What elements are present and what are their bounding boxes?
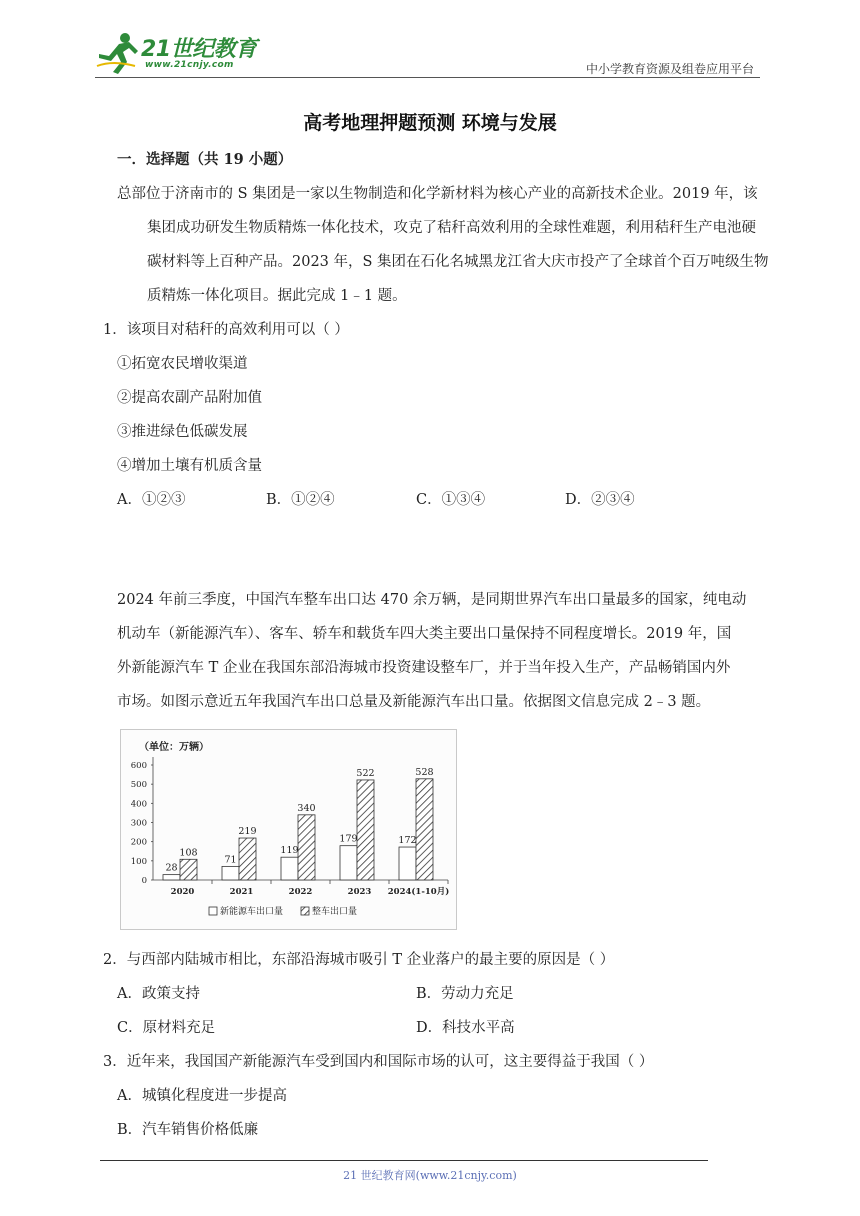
question-1-item-3: ③推进绿色低碳发展 — [117, 424, 248, 440]
chart-svg — [121, 730, 458, 931]
passage-2-line-2: 机动车（新能源汽车）、客车、轿车和载货车四大类主要出口量保持不同程度增长。2019 年，国 — [117, 626, 732, 642]
x-tick-label: 2024(1-10月) — [387, 887, 450, 897]
question-1-option-b[interactable]: B．①②④ — [266, 492, 335, 508]
y-tick-label: 100 — [130, 856, 147, 867]
bar-total — [357, 780, 374, 880]
passage-1-line-1: 总部位于济南市的 S 集团是一家以生物制造和化学新材料为核心产业的高新技术企业。2019 年，该 — [117, 186, 758, 202]
y-tick-label: 200 — [130, 837, 147, 848]
passage-2-line-4: 市场。如图示意近五年我国汽车出口总量及新能源汽车出口量。依据图文信息完成 2﹣3 题。 — [117, 694, 711, 710]
data-label-total: 528 — [415, 766, 434, 778]
bar-new-energy — [399, 847, 416, 880]
y-tick-label: 400 — [130, 799, 147, 810]
export-bar-chart — [120, 729, 457, 930]
question-1-stem: 1．该项目对秸秆的高效利用可以（ ） — [103, 322, 349, 338]
data-label-total: 522 — [356, 767, 375, 779]
bar-total — [298, 815, 315, 880]
legend-swatch-total — [301, 907, 309, 915]
section-heading: 一．选择题（共 19 小题） — [117, 151, 293, 168]
legend-label-new-energy: 新能源车出口量 — [220, 907, 284, 917]
data-label-total: 108 — [179, 847, 198, 859]
data-label-total: 219 — [238, 826, 257, 838]
passage-1-line-2: 集团成功研发生物质精炼一体化技术，攻克了秸秆高效利用的全球性难题，利用秸秆生产电池硬 — [147, 220, 756, 236]
legend-label-total: 整车出口量 — [312, 907, 358, 917]
y-tick-label: 500 — [130, 780, 147, 791]
footer-divider — [100, 1160, 708, 1161]
bar-total — [239, 838, 256, 880]
question-3-stem: 3．近年来，我国国产新能源汽车受到国内和国际市场的认可，这主要得益于我国（ ） — [103, 1054, 654, 1070]
question-1-item-2: ②提高农副产品附加值 — [117, 390, 262, 406]
question-1-item-1: ①拓宽农民增收渠道 — [117, 356, 248, 372]
chart-unit-label: （单位：万辆） — [139, 742, 209, 753]
logo-url: www.21cnjy.com — [145, 60, 234, 70]
bar-total — [416, 779, 433, 880]
passage-1-line-4: 质精炼一体化项目。据此完成 1﹣1 题。 — [147, 288, 407, 304]
data-label-new-energy: 119 — [280, 845, 299, 857]
x-tick-label: 2022 — [288, 887, 313, 897]
x-tick-label: 2023 — [347, 887, 372, 897]
question-3-option-a[interactable]: A．城镇化程度进一步提高 — [117, 1088, 287, 1104]
bar-new-energy — [340, 846, 357, 880]
header-platform-name: 中小学教育资源及组卷应用平台 — [585, 62, 754, 76]
passage-2-line-3: 外新能源汽车 T 企业在我国东部沿海城市投资建设整车厂，并于当年投入生产，产品畅销国内外 — [117, 660, 731, 676]
data-label-new-energy: 179 — [339, 833, 358, 845]
runner-logo-icon — [95, 30, 141, 76]
legend-swatch-new-energy — [209, 907, 217, 915]
data-label-new-energy: 71 — [224, 854, 237, 866]
question-2-option-c[interactable]: C．原材料充足 — [117, 1020, 216, 1036]
question-2-stem: 2．与西部内陆城市相比，东部沿海城市吸引 T 企业落户的最主要的原因是（ ） — [103, 952, 615, 968]
question-2-option-a[interactable]: A．政策支持 — [117, 986, 200, 1002]
question-1-option-a[interactable]: A．①②③ — [117, 492, 186, 508]
question-3-option-b[interactable]: B．汽车销售价格低廉 — [117, 1122, 259, 1138]
x-tick-label: 2021 — [229, 887, 254, 897]
page-title: 高考地理押题预测 环境与发展 — [303, 112, 557, 134]
question-2-option-d[interactable]: D．科技水平高 — [416, 1020, 515, 1036]
data-label-new-energy: 172 — [398, 835, 417, 847]
data-label-new-energy: 28 — [165, 862, 178, 874]
site-logo[interactable] — [95, 30, 265, 78]
footer-text[interactable]: 21 世纪教育网(www.21cnjy.com) — [343, 1169, 517, 1182]
data-label-total: 340 — [297, 802, 316, 814]
page-header — [95, 30, 760, 82]
x-tick-label: 2020 — [170, 887, 195, 897]
bar-new-energy — [222, 866, 239, 880]
y-tick-label: 600 — [130, 761, 147, 771]
question-1-option-d[interactable]: D．②③④ — [565, 492, 635, 508]
passage-2-line-1: 2024 年前三季度，中国汽车整车出口达 470 余万辆，是同期世界汽车出口量最多的国家，纯电动 — [117, 592, 747, 608]
header-divider — [95, 77, 760, 78]
passage-1-line-3: 碳材料等上百种产品。2023 年，S 集团在石化名城黑龙江省大庆市投产了全球首个百万吨级生物 — [147, 254, 769, 270]
question-2-option-b[interactable]: B．劳动力充足 — [416, 986, 514, 1002]
question-1-option-c[interactable]: C．①③④ — [416, 492, 486, 508]
bar-new-energy — [163, 875, 180, 880]
y-tick-label: 300 — [130, 818, 147, 829]
bar-total — [180, 859, 197, 880]
y-tick-label: 0 — [141, 876, 147, 886]
question-1-item-4: ④增加土壤有机质含量 — [117, 458, 262, 474]
bar-new-energy — [281, 857, 298, 880]
logo-text: 21世纪教育 — [141, 37, 257, 62]
